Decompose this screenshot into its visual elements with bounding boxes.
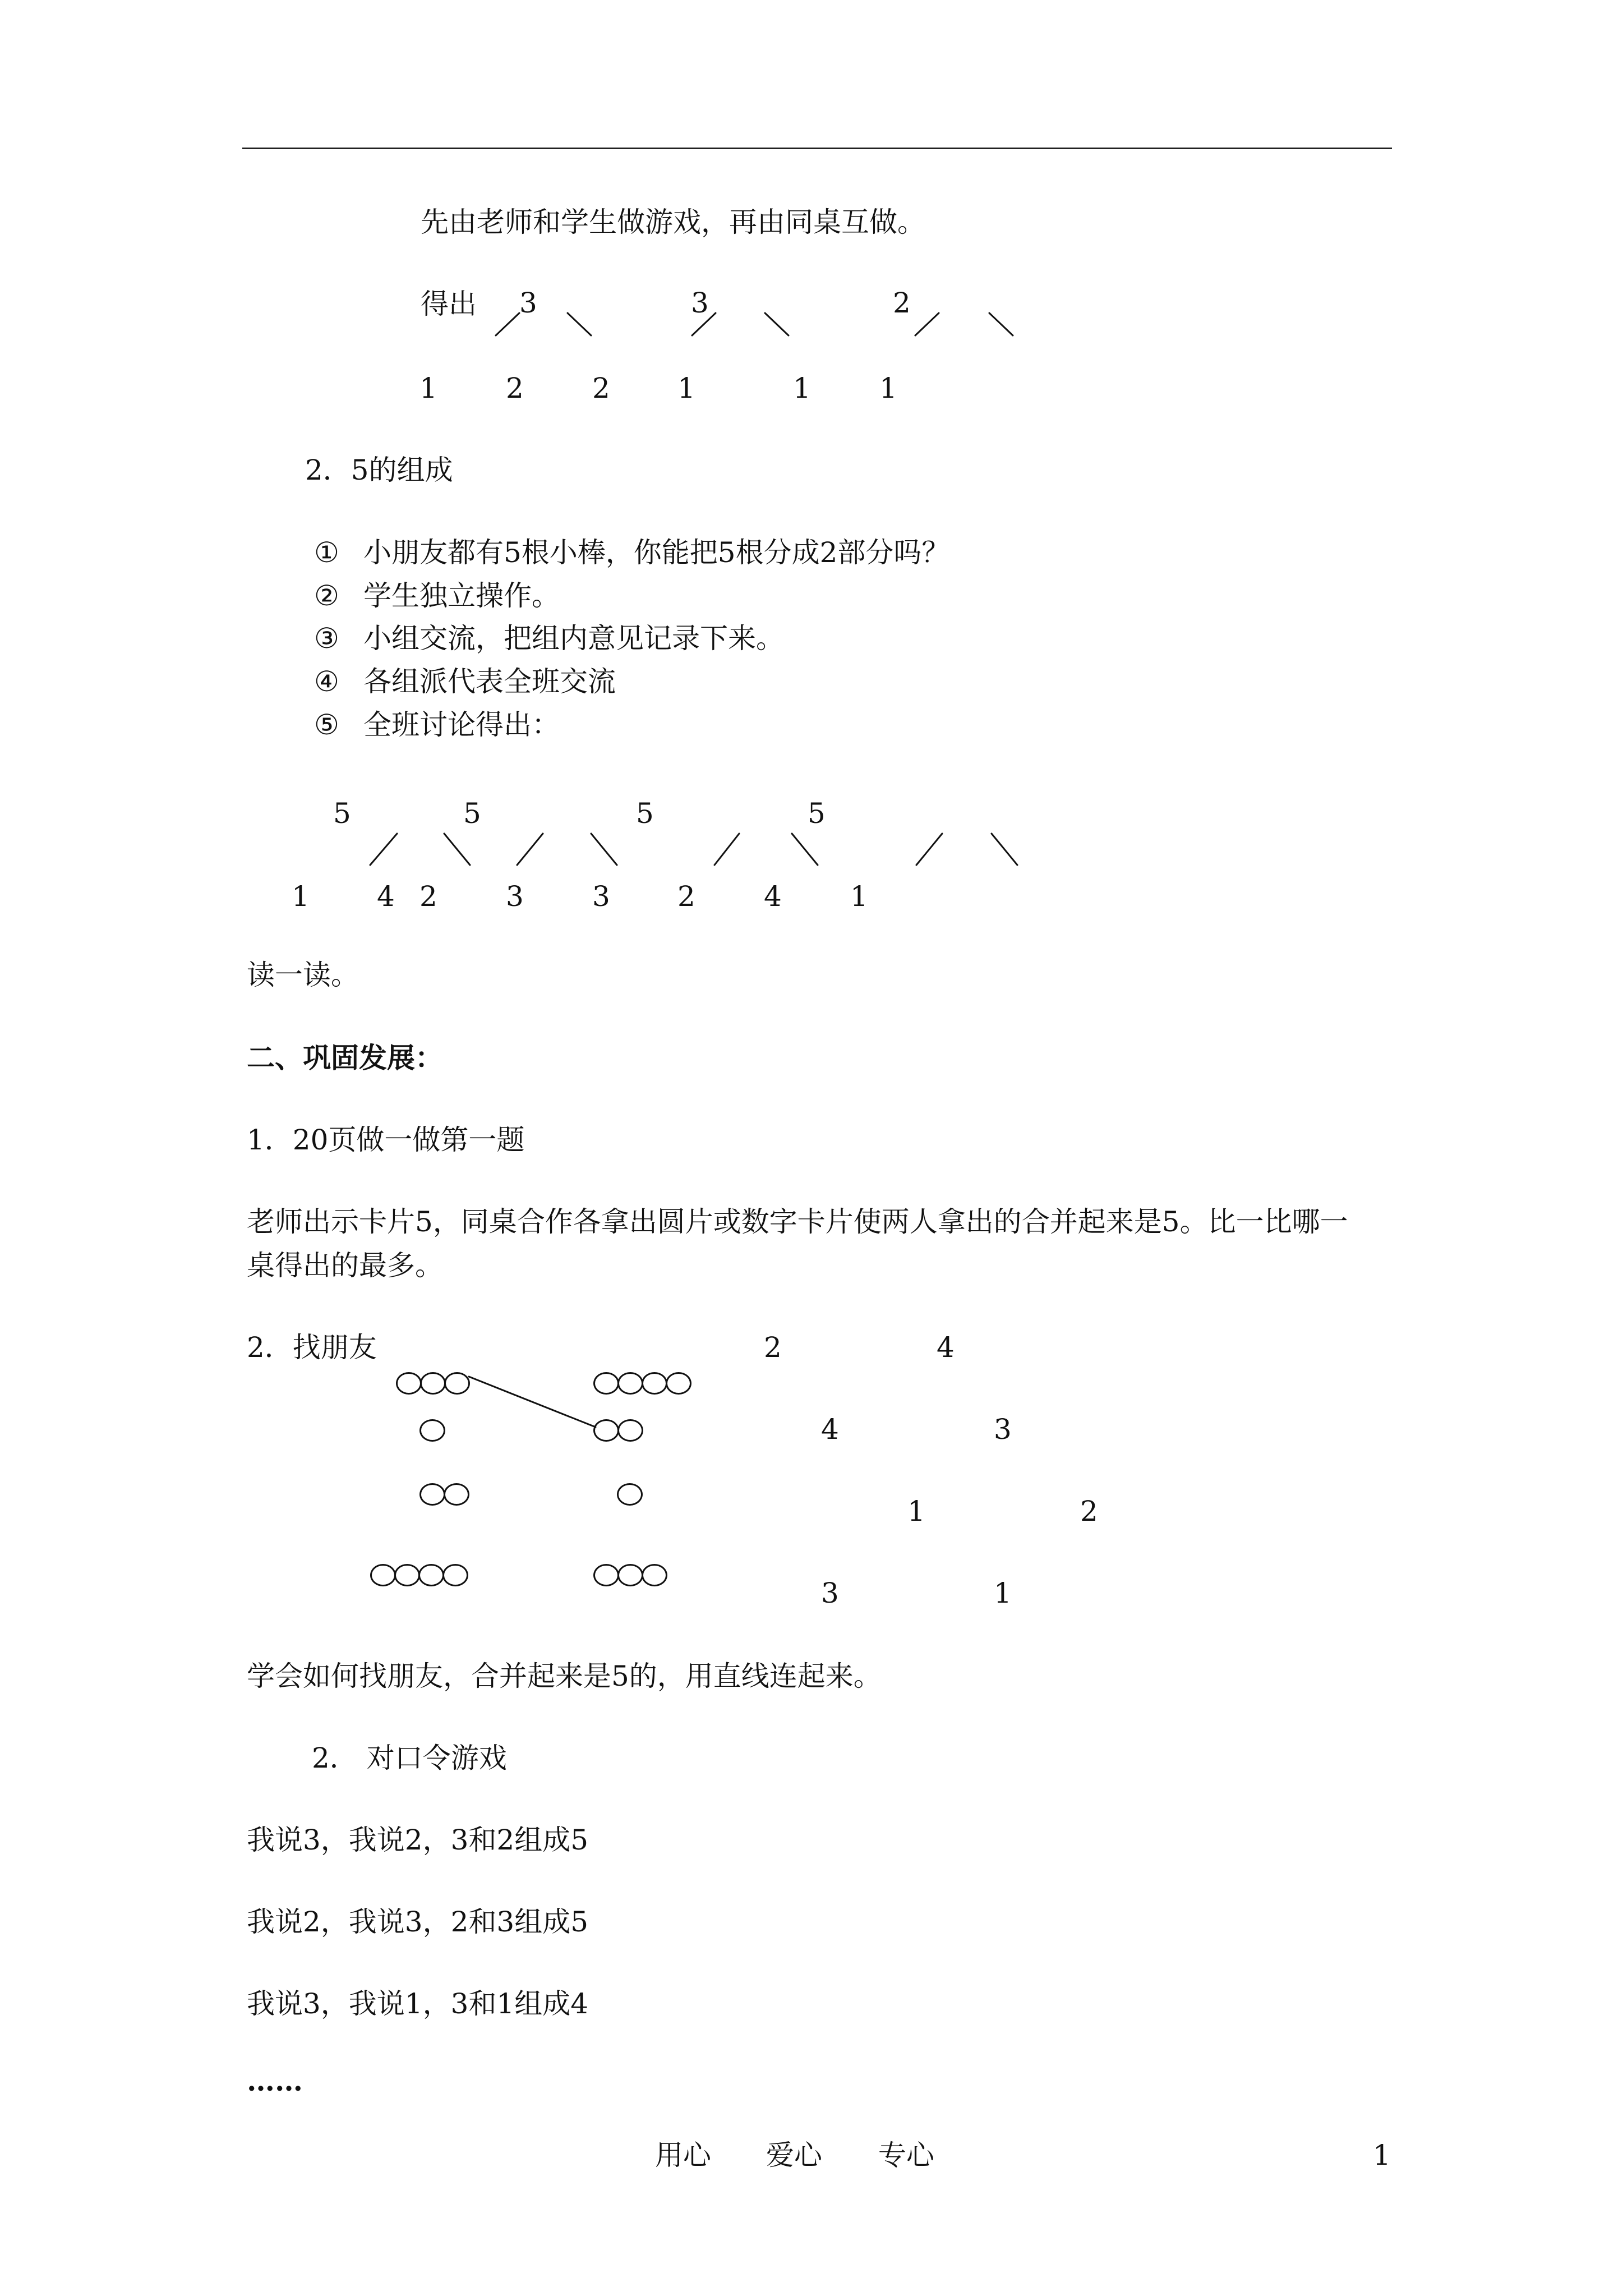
- comp5-branch-left-4: [916, 834, 942, 865]
- exercise-1-paragraph-line1: 老师出示卡片5，同桌合作各拿出圆片或数字卡片使两人拿出的合并起来是5。比一比哪一: [247, 1205, 1348, 1238]
- connect-instruction: 学会如何找朋友，合并起来是5的，用直线连起来。: [247, 1660, 882, 1692]
- footer-motto-1: 用心: [655, 2139, 711, 2171]
- comp5-branch-right-1: [444, 834, 470, 865]
- comp3-top-1: 3: [519, 287, 537, 319]
- exercise-1-paragraph-line2: 桌得出的最多。: [247, 1249, 443, 1282]
- comp3-branch-left-3: [915, 313, 939, 335]
- section2-title: 2．5的组成: [305, 454, 453, 486]
- comp3-branch-right-2: [765, 313, 789, 335]
- step-mark-4: ④: [314, 665, 339, 698]
- read-aloud-text: 读一读。: [247, 959, 359, 991]
- derive-label: 得出: [421, 288, 477, 320]
- page-number: 1: [1373, 2139, 1391, 2171]
- friend-number-r1-b: 4: [937, 1331, 955, 1364]
- friend-number-r3-a: 1: [907, 1495, 925, 1527]
- friend-number-r2-b: 3: [994, 1413, 1012, 1446]
- section-heading-consolidate: 二、巩固发展：: [247, 1041, 443, 1074]
- comp3-bottom-5: 1: [793, 372, 811, 404]
- comp5-bottom-8: 1: [850, 880, 868, 913]
- exercise-1-title: 1．20页做一做第一题: [247, 1124, 525, 1156]
- friend-number-r1-a: 2: [764, 1331, 782, 1364]
- step-mark-3: ③: [314, 622, 339, 655]
- exercise-3-title: 2． 对口令游戏: [312, 1742, 507, 1774]
- intro-text: 先由老师和学生做游戏，再由同桌互做。: [421, 206, 925, 238]
- comp5-branch-right-4: [992, 834, 1017, 865]
- comp3-bottom-3: 2: [592, 372, 610, 404]
- comp5-bottom-2: 4: [377, 880, 395, 913]
- ellipsis: ……: [247, 2064, 303, 2097]
- step-text-4: 各组派代表全班交流: [363, 665, 616, 698]
- exercise-2-title: 2．找朋友: [247, 1331, 377, 1364]
- footer-motto-2: 爱心: [766, 2139, 822, 2171]
- comp5-branch-left-3: [714, 834, 739, 865]
- comp3-branch-left-2: [692, 313, 716, 335]
- step-mark-5: ⑤: [314, 708, 339, 741]
- comp5-bottom-5: 3: [592, 880, 610, 913]
- comp5-bottom-7: 4: [764, 880, 782, 913]
- step-text-1: 小朋友都有5根小棒，你能把5根分成2部分吗？: [363, 536, 950, 569]
- friend-number-r2-a: 4: [821, 1413, 839, 1446]
- chant-line-1: 我说3，我说2，3和2组成5: [247, 1824, 589, 1856]
- friend-number-r4-a: 3: [821, 1577, 839, 1609]
- footer-motto-3: 专心: [878, 2139, 934, 2171]
- friend-number-r4-b: 1: [994, 1577, 1012, 1609]
- comp5-bottom-1: 1: [292, 880, 310, 913]
- comp3-bottom-4: 1: [677, 372, 695, 404]
- comp3-bottom-6: 1: [879, 372, 897, 404]
- chant-line-3: 我说3，我说1，3和1组成4: [247, 1987, 589, 2020]
- comp5-top-3: 5: [636, 797, 654, 830]
- comp5-top-4: 5: [808, 797, 826, 830]
- comp3-branch-right-1: [568, 313, 591, 335]
- comp5-bottom-3: 2: [419, 880, 437, 913]
- step-mark-1: ①: [314, 536, 339, 569]
- comp3-bottom-2: 2: [506, 372, 524, 404]
- comp5-branch-right-3: [792, 834, 818, 865]
- comp5-branch-left-2: [517, 834, 543, 865]
- step-text-2: 学生独立操作。: [363, 579, 560, 612]
- comp5-branch-left-1: [370, 834, 397, 865]
- step-text-5: 全班讨论得出：: [363, 708, 560, 741]
- comp3-branch-right-3: [989, 313, 1013, 335]
- comp3-branch-left-1: [496, 313, 519, 335]
- comp5-bottom-4: 3: [506, 880, 524, 913]
- comp3-top-3: 2: [893, 287, 911, 319]
- comp3-top-2: 3: [691, 287, 709, 319]
- comp5-branch-right-2: [591, 834, 617, 865]
- comp5-top-1: 5: [333, 797, 351, 830]
- chant-line-2: 我说2，我说3，2和3组成5: [247, 1906, 589, 1938]
- step-text-3: 小组交流，把组内意见记录下来。: [363, 622, 784, 655]
- friend-number-r3-b: 2: [1080, 1495, 1098, 1527]
- friend-connect-line: [469, 1377, 596, 1427]
- comp5-top-2: 5: [463, 797, 481, 830]
- step-mark-2: ②: [314, 579, 339, 612]
- comp3-bottom-1: 1: [419, 372, 437, 404]
- comp5-bottom-6: 2: [677, 880, 695, 913]
